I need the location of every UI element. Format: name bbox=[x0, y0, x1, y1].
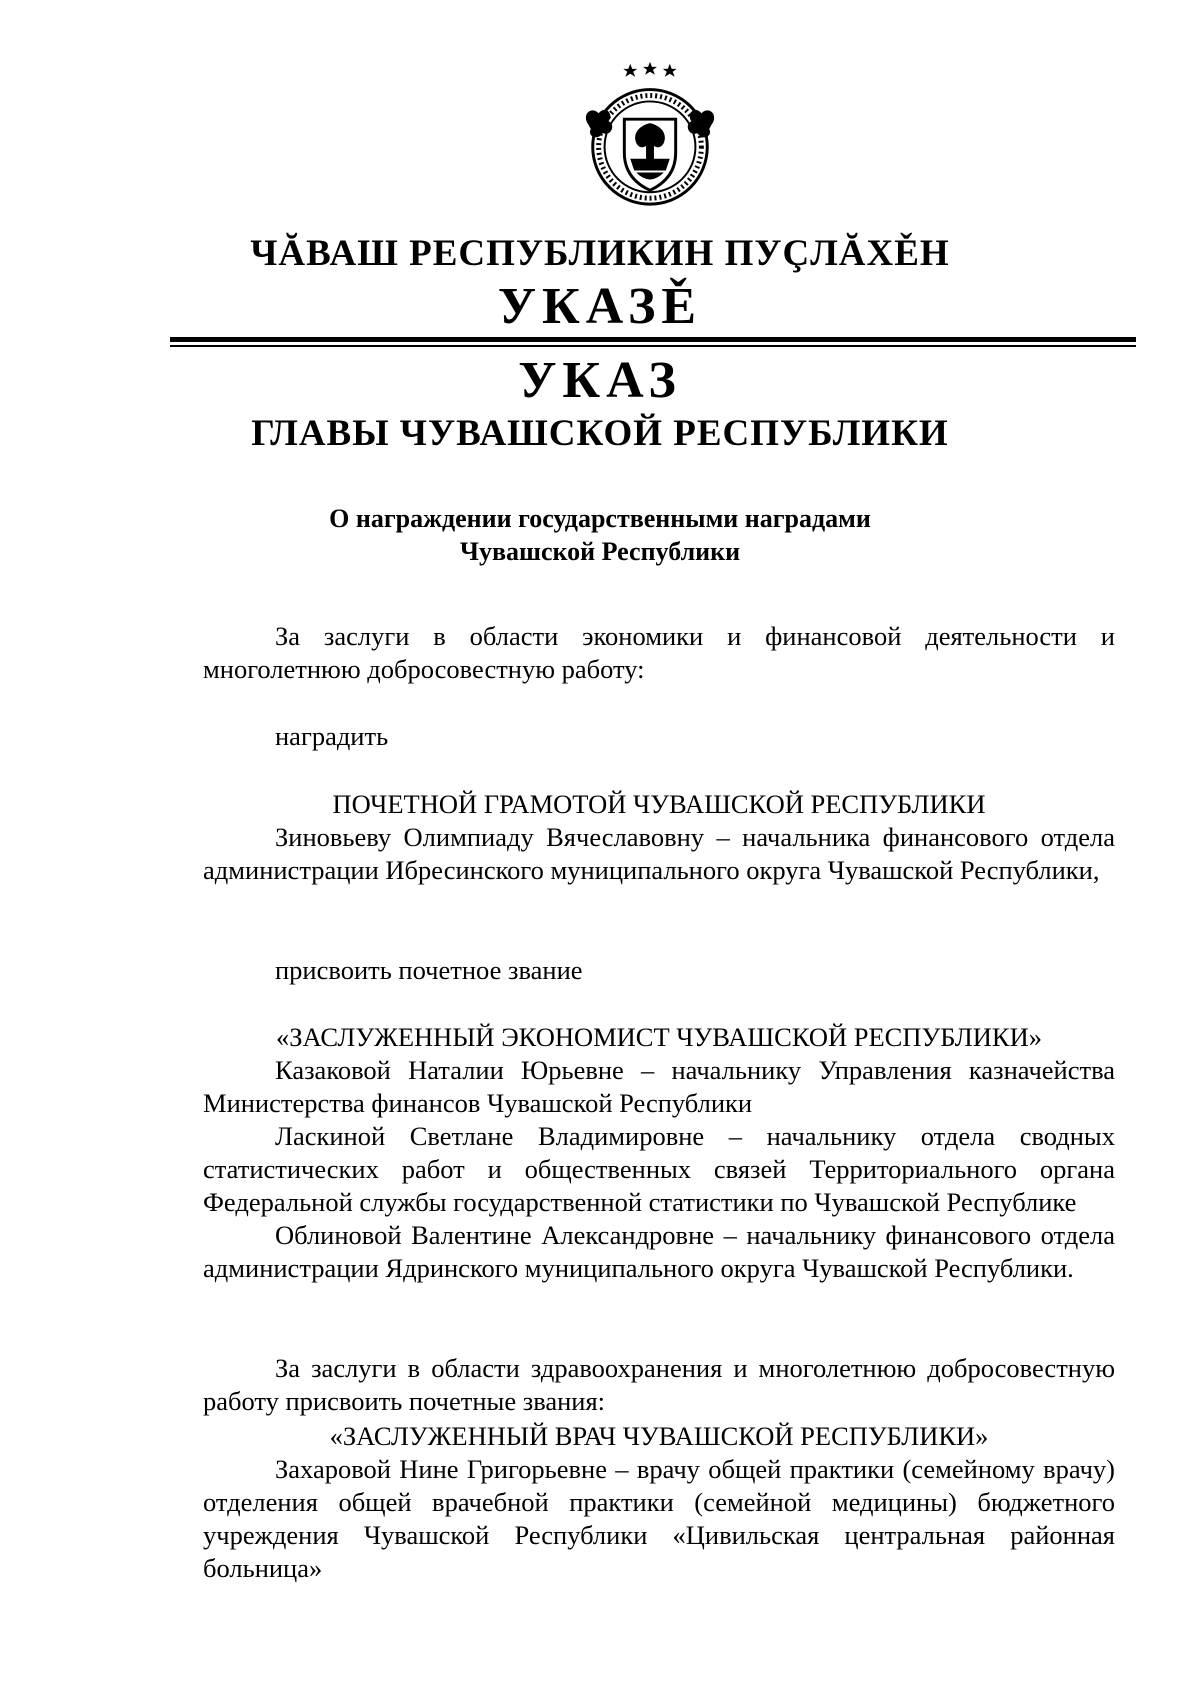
paragraph-awardee-zinovyeva: Зиновьеву Олимпиаду Вячеславовну – начальника финансового отдела администрации Ибресинского муниципального округа Чувашской Республики, bbox=[203, 822, 1115, 885]
award-title-honored-economist: «ЗАСЛУЖЕННЫЙ ЭКОНОМИСТ ЧУВАШСКОЙ РЕСПУБЛИКИ» bbox=[276, 1022, 1042, 1052]
russian-title: ГЛАВЫ ЧУВАШСКОЙ РЕСПУБЛИКИ bbox=[251, 413, 949, 454]
coat-of-arms-icon bbox=[571, 56, 729, 214]
subject-line-2: Чувашской Республики bbox=[459, 537, 741, 566]
chuvash-doc-type: УКАЗĚ bbox=[497, 278, 703, 335]
award-title-honor-certificate: ПОЧЕТНОЙ ГРАМОТОЙ ЧУВАШСКОЙ РЕСПУБЛИКИ bbox=[332, 789, 986, 819]
subject-line-1: О награждении государственными наградами bbox=[329, 504, 871, 533]
header-rule-thick bbox=[170, 337, 1136, 342]
decree-subject bbox=[0, 502, 1200, 568]
paragraph-awardee-laskina: Ласкиной Светлане Владимировне – начальнику отдела сводных статистических работ и общественных связей Территориального органа Федеральной службы государственной статистики по Чувашской Республике bbox=[203, 1121, 1115, 1217]
header-rule-thin bbox=[170, 345, 1136, 347]
paragraph-economy-merit: За заслуги в области экономики и финансовой деятельности и многолетнюю добросовестную работу: bbox=[203, 621, 1115, 684]
russian-doc-type: УКАЗ bbox=[518, 352, 682, 409]
paragraph-health-merit: За заслуги в области здравоохранения и многолетнюю добросовестную работу присвоить почетные звания: bbox=[203, 1353, 1115, 1416]
paragraph-awardee-kazakova: Казаковой Наталии Юрьевне – начальнику Управления казначейства Министерства финансов Чувашской Республики bbox=[203, 1055, 1115, 1118]
award-title-honored-doctor: «ЗАСЛУЖЕННЫЙ ВРАЧ ЧУВАШСКОЙ РЕСПУБЛИКИ» bbox=[329, 1421, 989, 1451]
paragraph-awardee-zakharova: Захаровой Нине Григорьевне – врачу общей практики (семейному врачу) отделения общей врачебной практики (семейной медицины) бюджетного учреждения Чувашской Республики «Цивильская центральная районная больница» bbox=[203, 1454, 1115, 1583]
chuvash-title: ЧĂВАШ РЕСПУБЛИКИН ПУÇЛĂХĚН bbox=[250, 233, 950, 274]
paragraph-award-verb: наградить bbox=[275, 721, 389, 751]
paragraph-assign-title: присвоить почетное звание bbox=[275, 955, 583, 985]
paragraph-awardee-oblinova: Облиновой Валентине Александровне – начальнику финансового отдела администрации Ядринского муниципального округа Чувашской Республики. bbox=[203, 1220, 1115, 1283]
